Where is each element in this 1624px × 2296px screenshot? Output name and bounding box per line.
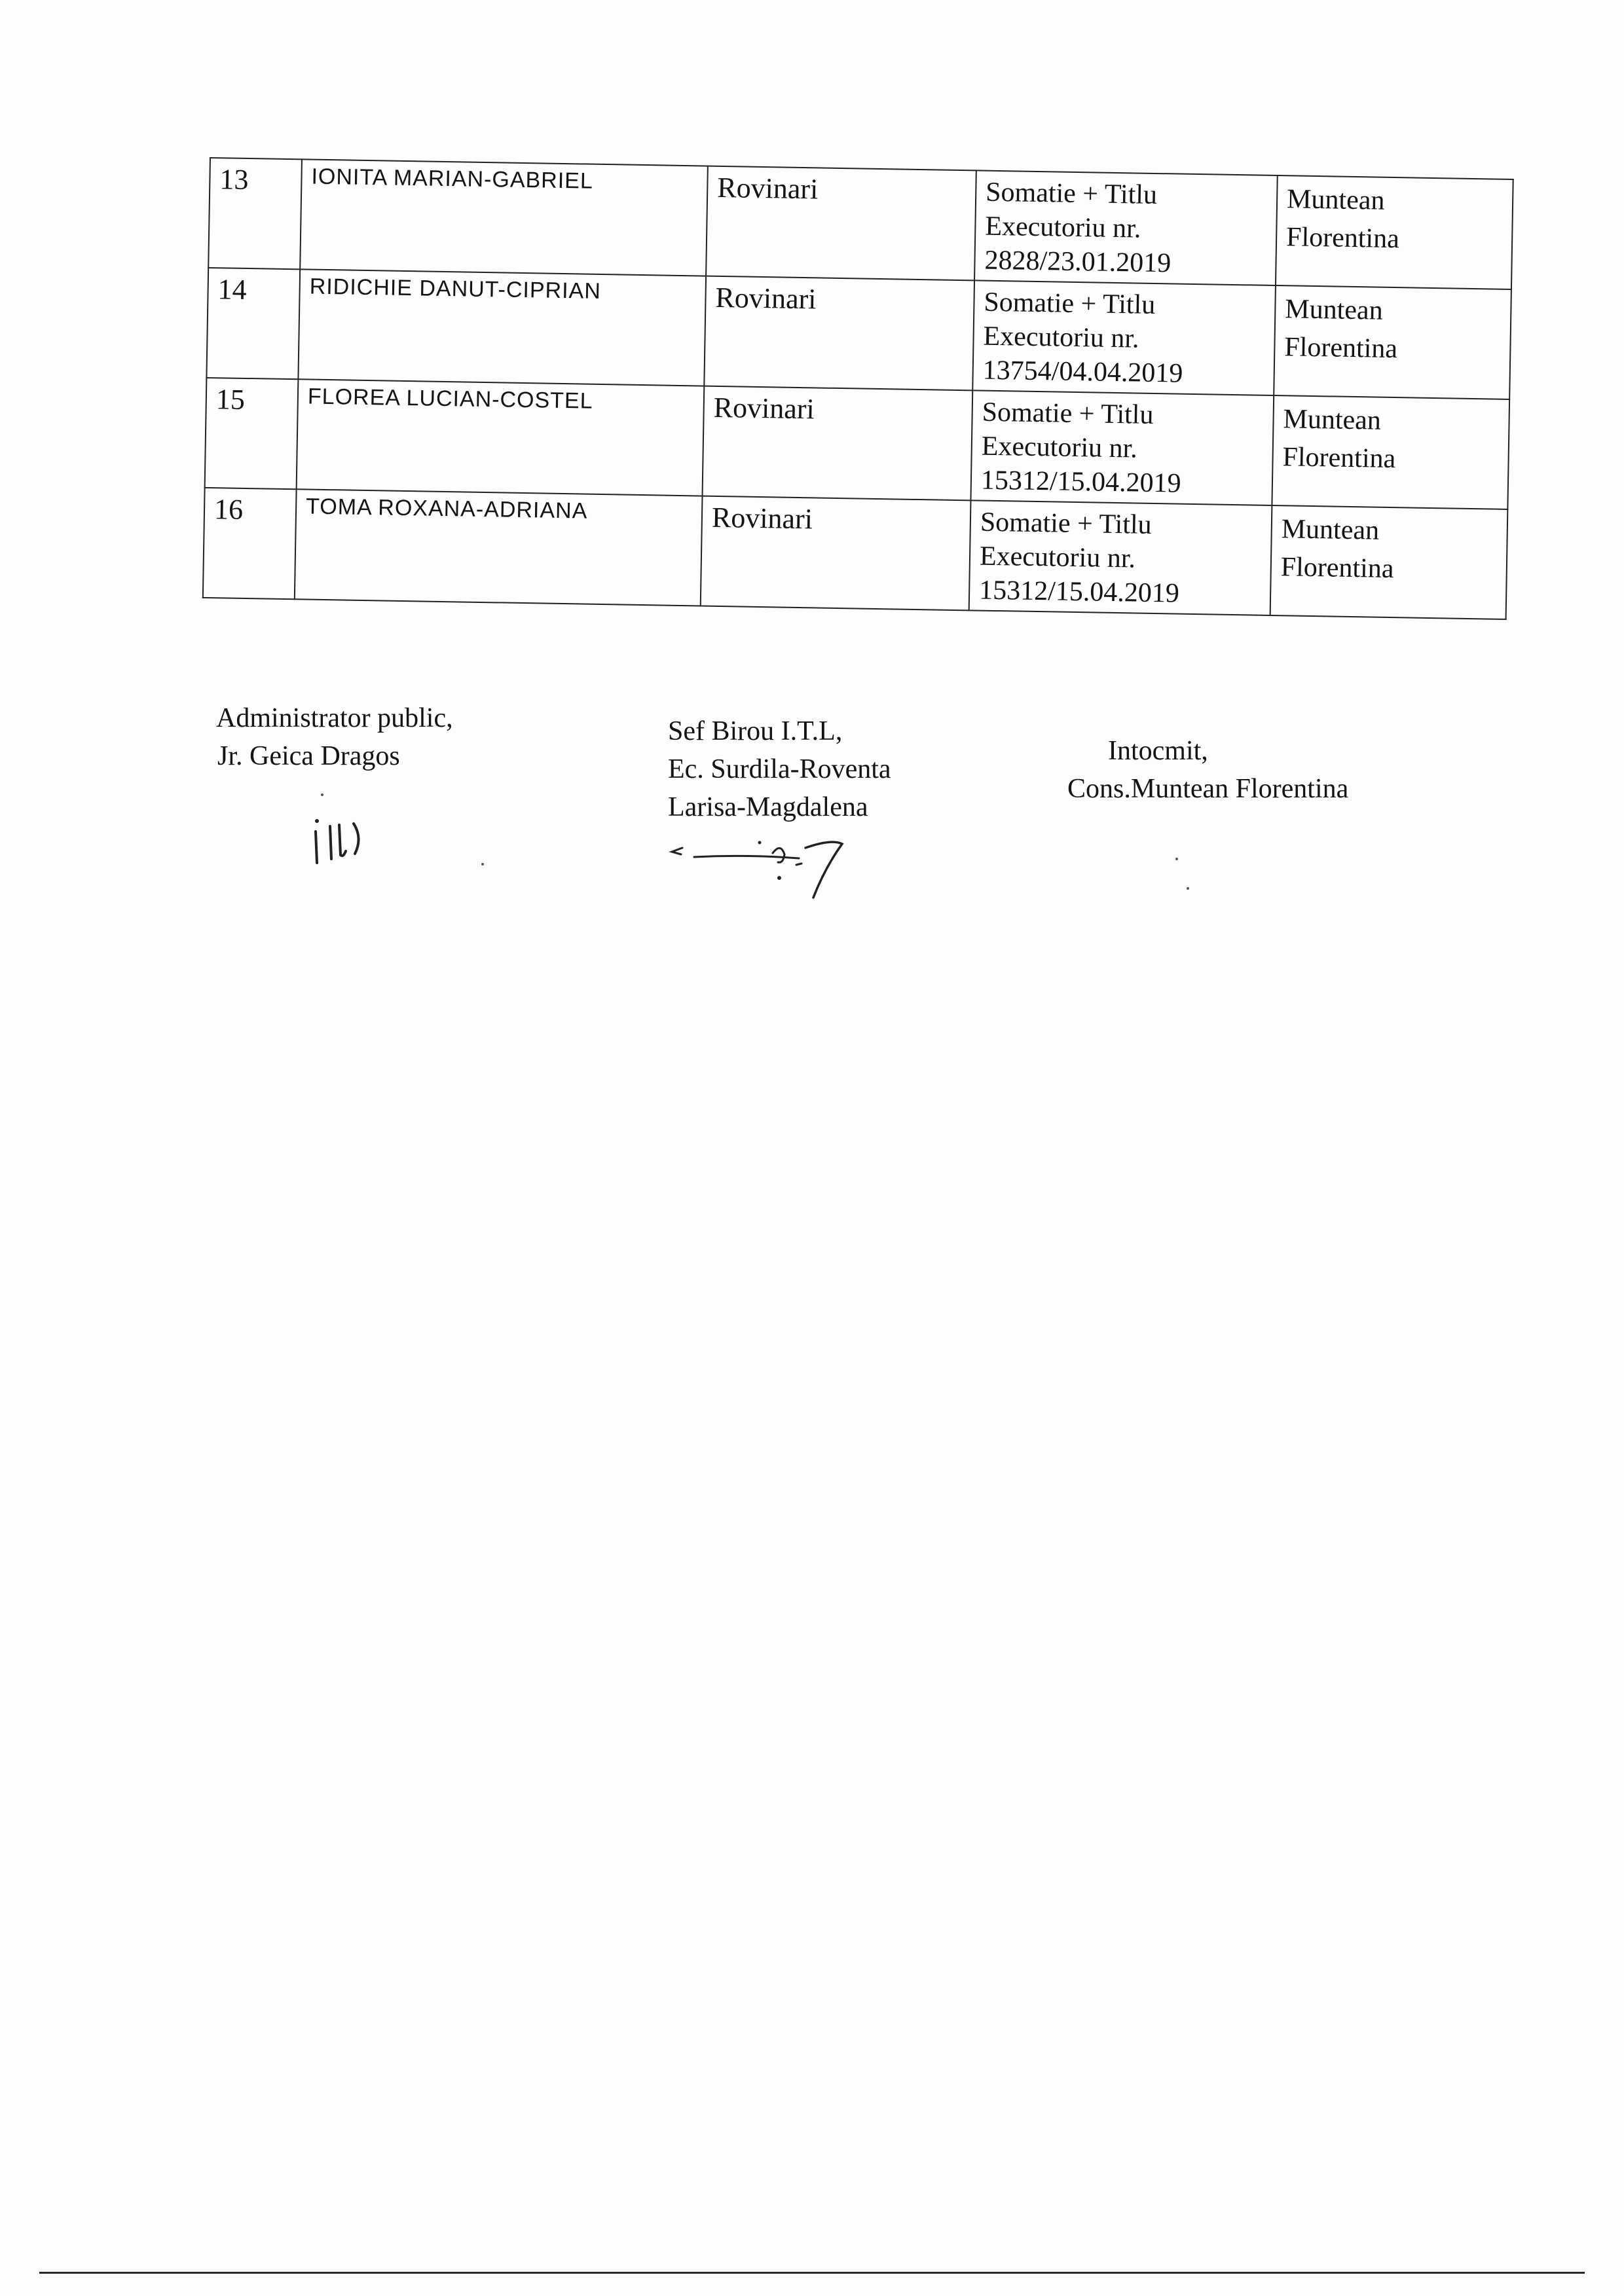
birou-name-line1: Ec. Surdila-Roventa — [668, 754, 891, 784]
document-reference — [969, 500, 1272, 615]
locality: Rovinari — [703, 386, 973, 501]
document-line: Executoriu nr. — [985, 211, 1141, 244]
signature-block-intocmit — [1067, 732, 1348, 808]
document-line: Somatie + Titlu — [980, 507, 1153, 540]
responsible-person — [1276, 175, 1513, 289]
row-number: 15 — [205, 378, 299, 489]
document-line: Executoriu nr. — [981, 431, 1138, 464]
debtor-name: FLOREA LUCIAN-COSTEL — [297, 379, 705, 496]
document-reference — [974, 170, 1278, 285]
handwritten-signature-admin — [308, 812, 380, 871]
scan-speck — [1187, 887, 1189, 890]
responsible-line: Muntean — [1283, 404, 1382, 436]
document-line: 2828/23.01.2019 — [984, 245, 1172, 279]
row-number: 14 — [206, 268, 300, 379]
document-line: 13754/04.04.2019 — [982, 355, 1183, 389]
debtors-table-wrapper — [202, 157, 1513, 620]
locality: Rovinari — [701, 496, 971, 611]
row-number: 16 — [203, 488, 297, 599]
scan-speck — [1175, 858, 1178, 860]
document-line: Somatie + Titlu — [982, 397, 1154, 430]
handwritten-signature-birou — [668, 835, 864, 907]
scan-speck — [321, 793, 323, 796]
document-reference — [970, 390, 1274, 505]
admin-name: Jr. Geica Dragos — [217, 741, 400, 771]
responsible-person — [1272, 395, 1509, 509]
table-row — [208, 158, 1513, 289]
birou-name-line2: Larisa-Magdalena — [668, 792, 868, 822]
signature-block-admin — [216, 699, 453, 775]
debtor-name: IONITA MARIAN-GABRIEL — [300, 159, 708, 276]
document-line: 15312/15.04.2019 — [978, 575, 1180, 609]
table-row — [206, 268, 1511, 399]
responsible-line: Muntean — [1284, 294, 1384, 326]
intocmit-name: Cons.Muntean Florentina — [1067, 774, 1349, 804]
scan-speck — [481, 863, 484, 866]
document-line: Somatie + Titlu — [984, 287, 1156, 320]
responsible-line: Muntean — [1281, 514, 1380, 546]
debtor-name: RIDICHIE DANUT-CIPRIAN — [298, 269, 706, 386]
document-line: Executoriu nr. — [979, 541, 1136, 574]
responsible-line: Florentina — [1285, 222, 1400, 255]
responsible-person — [1274, 285, 1511, 399]
responsible-line: Muntean — [1286, 184, 1385, 216]
table-row — [203, 488, 1508, 619]
responsible-line: Florentina — [1284, 332, 1398, 365]
document-line: Executoriu nr. — [983, 321, 1139, 354]
document-reference — [972, 280, 1276, 395]
responsible-line: Florentina — [1282, 442, 1396, 475]
intocmit-role: Intocmit, — [1108, 736, 1208, 766]
row-number: 13 — [208, 158, 302, 269]
debtors-table — [202, 157, 1514, 620]
responsible-person — [1270, 505, 1508, 619]
document-line: Somatie + Titlu — [985, 177, 1158, 210]
table-row — [205, 378, 1510, 509]
signature-block-birou — [668, 712, 891, 826]
birou-role: Sef Birou I.T.L, — [668, 716, 843, 746]
debtor-name: TOMA ROXANA-ADRIANA — [295, 489, 703, 606]
locality: Rovinari — [704, 276, 974, 391]
document-line: 15312/15.04.2019 — [980, 465, 1181, 499]
admin-role: Administrator public, — [216, 703, 453, 733]
footer-rule — [39, 2272, 1585, 2274]
responsible-line: Florentina — [1280, 552, 1394, 585]
locality: Rovinari — [706, 166, 976, 281]
